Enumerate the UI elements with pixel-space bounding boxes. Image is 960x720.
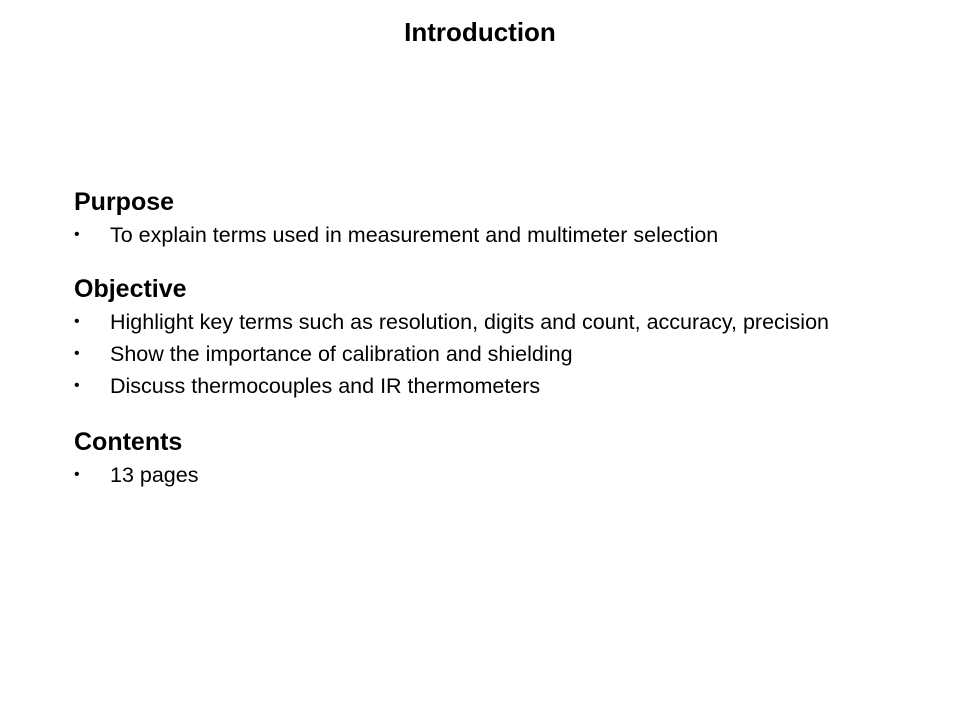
purpose-bullet-item bbox=[74, 224, 934, 246]
bullet-icon: • bbox=[74, 345, 80, 362]
bullet-icon: • bbox=[74, 377, 80, 394]
contents-section bbox=[74, 426, 934, 486]
bullet-icon: • bbox=[74, 313, 80, 330]
contents-heading: Contents bbox=[74, 428, 183, 456]
bullet-text: Highlight key terms such as resolution, digits and count, accuracy, precision bbox=[110, 310, 830, 334]
bullet-icon: • bbox=[74, 226, 80, 243]
purpose-heading: Purpose bbox=[74, 188, 175, 216]
objective-bullet-item bbox=[74, 375, 934, 397]
objective-bullet-list bbox=[74, 311, 934, 397]
contents-bullet-item bbox=[74, 464, 934, 486]
bullet-text: 13 pages bbox=[110, 463, 199, 487]
slide-content bbox=[74, 186, 934, 496]
objective-bullet-item bbox=[74, 311, 934, 333]
bullet-icon: • bbox=[74, 466, 80, 483]
objective-bullet-item bbox=[74, 343, 934, 365]
objective-heading: Objective bbox=[74, 275, 187, 303]
objective-section bbox=[74, 273, 934, 397]
purpose-section bbox=[74, 186, 934, 246]
slide-title: Introduction bbox=[404, 17, 556, 47]
contents-bullet-list bbox=[74, 464, 934, 486]
bullet-text: Show the importance of calibration and shielding bbox=[110, 342, 573, 366]
purpose-bullet-list bbox=[74, 224, 934, 246]
bullet-text: To explain terms used in measurement and multimeter selection bbox=[110, 223, 719, 247]
bullet-text: Discuss thermocouples and IR thermometers bbox=[110, 374, 541, 398]
